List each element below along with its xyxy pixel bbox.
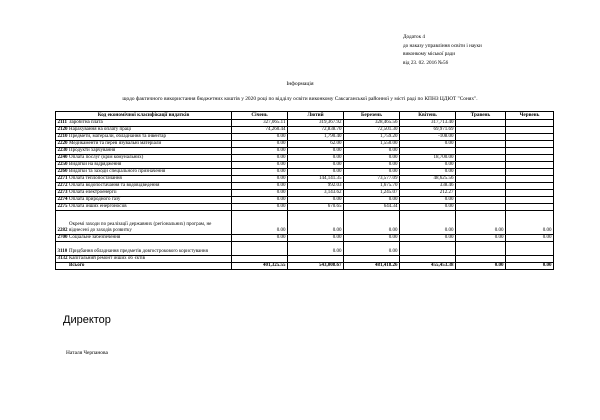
row-name: Оплата водопостачання та водовідведення bbox=[68, 183, 232, 190]
table-row bbox=[56, 242, 554, 256]
row-name: Окремі заходи по реалізації державних (регіональних) програм, не віднесені до заходів розвитку bbox=[68, 211, 232, 235]
row-value bbox=[288, 256, 344, 263]
row-code: 2272 bbox=[57, 183, 68, 189]
row-value bbox=[506, 134, 554, 141]
table-row bbox=[56, 211, 554, 235]
row-value bbox=[400, 242, 456, 256]
total-label: Всього bbox=[56, 263, 232, 270]
row-value: 62.00 bbox=[288, 141, 344, 148]
row-name: Оплата послуг (крім комунальних) bbox=[68, 155, 232, 162]
row-value bbox=[232, 256, 288, 263]
signer-name: Наталя Черпанова bbox=[66, 350, 108, 356]
row-value: 0.00 bbox=[232, 211, 288, 235]
row-name: Оплата теплопостачання bbox=[68, 176, 232, 183]
row-value: 0.00 bbox=[344, 242, 400, 256]
row-value: 0.00 bbox=[232, 155, 288, 162]
row-value bbox=[456, 190, 506, 197]
row-name: Оплата інших енергоносіїв bbox=[68, 204, 232, 211]
row-code: 2271 bbox=[57, 176, 68, 182]
row-name: Предмети, матеріали, обладнання та інвентар bbox=[68, 134, 232, 141]
row-value bbox=[232, 242, 288, 256]
row-value: 0.00 bbox=[232, 204, 288, 211]
row-value: 0.00 bbox=[506, 235, 554, 242]
row-code: 2120 bbox=[57, 127, 68, 133]
column-header: Квітень bbox=[400, 112, 456, 120]
row-value: 0.00 bbox=[288, 211, 344, 235]
row-value: 0.00 bbox=[456, 235, 506, 242]
addendum-line: виконкому міської ради bbox=[403, 51, 456, 58]
row-value: 0.00 bbox=[344, 211, 400, 235]
row-value: 0.00 bbox=[400, 211, 456, 235]
row-value: 74,260.44 bbox=[232, 127, 288, 134]
row-value bbox=[506, 127, 554, 134]
row-value bbox=[506, 197, 554, 204]
table-row bbox=[56, 169, 554, 176]
row-value: 0.00 bbox=[232, 169, 288, 176]
table-row bbox=[56, 235, 554, 242]
table-row bbox=[56, 162, 554, 169]
row-value: 328,465.56 bbox=[344, 120, 400, 127]
row-name: Придбання обладнання предметів довгострокового користування bbox=[68, 242, 232, 256]
row-value bbox=[456, 256, 506, 263]
row-code: 2210 bbox=[57, 134, 68, 140]
row-code: 2282 bbox=[56, 211, 68, 235]
row-name: Видатки та заходи спеціального призначення bbox=[68, 169, 232, 176]
row-value bbox=[506, 183, 554, 190]
row-value bbox=[506, 148, 554, 155]
row-value bbox=[456, 127, 506, 134]
column-header: Червень bbox=[506, 112, 554, 120]
row-value: 1,759.20 bbox=[344, 134, 400, 141]
row-name: Соціальне забезпечення bbox=[68, 235, 232, 242]
row-value bbox=[400, 256, 456, 263]
row-value: 73,577.09 bbox=[344, 176, 400, 183]
row-value bbox=[456, 176, 506, 183]
row-value: 0.00 bbox=[232, 162, 288, 169]
row-value bbox=[506, 162, 554, 169]
row-value: 0.00 bbox=[400, 169, 456, 176]
table-header-row bbox=[56, 112, 554, 120]
row-code: 2111 bbox=[56, 120, 68, 127]
row-value: 319,367.92 bbox=[288, 120, 344, 127]
table-row bbox=[56, 176, 554, 183]
row-value bbox=[456, 155, 506, 162]
row-code: 2220 bbox=[57, 141, 68, 147]
row-value: 670.65 bbox=[288, 204, 344, 211]
row-value: 0.00 bbox=[344, 155, 400, 162]
row-value: 0.00 bbox=[506, 211, 554, 235]
row-value bbox=[456, 183, 506, 190]
row-value: 0.00 bbox=[344, 162, 400, 169]
total-value: 0.00 bbox=[456, 263, 506, 270]
row-value: 0.00 bbox=[456, 211, 506, 235]
row-value: 992.03 bbox=[288, 183, 344, 190]
row-value: 0.00 bbox=[288, 162, 344, 169]
total-row bbox=[56, 263, 554, 270]
row-name: Медикаменти та перев`язувальні матеріали bbox=[68, 141, 232, 148]
row-code: 2260 bbox=[57, 169, 68, 175]
row-value: 3,143.62 bbox=[288, 190, 344, 197]
column-header: Березень bbox=[344, 112, 400, 120]
total-value: 481,418.26 bbox=[344, 263, 400, 270]
row-value: 327,065.11 bbox=[232, 120, 288, 127]
row-name: Оплата електроенергії bbox=[68, 190, 232, 197]
row-code: 2700 bbox=[57, 235, 68, 241]
row-name: Нарахування на оплату праці bbox=[68, 127, 232, 134]
row-code: 2275 bbox=[57, 204, 68, 210]
table-body bbox=[56, 120, 554, 270]
document-subtitle: щодо фактичного використання бюджетних коштів у 2020 році по відділу освіти виконкому Саксаганської районної у місті раді по КПНЗ ЦДЮТ "Сонях". bbox=[122, 96, 478, 102]
addendum-line: до наказу управління освіти і науки bbox=[403, 42, 482, 49]
row-name: Капітальний ремонт інших об`єктів bbox=[68, 256, 232, 263]
row-value bbox=[344, 256, 400, 263]
row-value bbox=[506, 169, 554, 176]
row-value bbox=[506, 120, 554, 127]
row-value: 0.00 bbox=[344, 148, 400, 155]
row-value: 1,245.07 bbox=[344, 190, 400, 197]
row-value: 0.00 bbox=[400, 141, 456, 148]
row-value bbox=[506, 256, 554, 263]
row-value bbox=[456, 141, 506, 148]
row-value bbox=[456, 134, 506, 141]
row-value: 0.00 bbox=[400, 162, 456, 169]
table-row bbox=[56, 155, 554, 162]
addendum-line: Додаток 4 bbox=[403, 34, 425, 40]
row-value bbox=[456, 242, 506, 256]
column-header: Травень bbox=[456, 112, 506, 120]
row-value: 212.27 bbox=[400, 190, 456, 197]
total-value: 0.00 bbox=[506, 263, 554, 270]
row-code: 3132 bbox=[57, 256, 68, 262]
row-value: 0.00 bbox=[288, 148, 344, 155]
row-value bbox=[456, 162, 506, 169]
column-header: Лютий bbox=[288, 112, 344, 120]
table-row bbox=[56, 148, 554, 155]
row-name: Заробітна плата bbox=[68, 120, 232, 127]
row-value: 0.00 bbox=[232, 197, 288, 204]
row-value: 0.00 bbox=[288, 169, 344, 176]
row-value bbox=[506, 141, 554, 148]
row-name: Продукти харчування bbox=[68, 148, 232, 155]
row-value: 1,550.00 bbox=[344, 141, 400, 148]
row-value: 0.00 bbox=[400, 235, 456, 242]
row-value: 0.00 bbox=[288, 242, 344, 256]
row-name: Оплата природного газу bbox=[68, 197, 232, 204]
row-value: 0.00 bbox=[232, 148, 288, 155]
addendum-block bbox=[403, 33, 482, 67]
row-value: 1,790.40 bbox=[288, 134, 344, 141]
row-value: 0.00 bbox=[232, 183, 288, 190]
column-header: Код економічної класифікації видатків bbox=[56, 112, 232, 120]
row-value: 72,501.30 bbox=[344, 127, 400, 134]
table-row bbox=[56, 134, 554, 141]
table-row bbox=[56, 127, 554, 134]
expenditure-table bbox=[55, 111, 554, 270]
row-value: 0.00 bbox=[232, 190, 288, 197]
row-code: 2274 bbox=[57, 197, 68, 203]
row-value: 69,971.69 bbox=[400, 127, 456, 134]
row-value: 644.34 bbox=[344, 204, 400, 211]
row-value: 0.00 bbox=[344, 169, 400, 176]
table-row bbox=[56, 204, 554, 211]
row-value bbox=[506, 190, 554, 197]
row-name: Видатки на відрядження bbox=[68, 162, 232, 169]
row-value: 72,838.70 bbox=[288, 127, 344, 134]
row-value bbox=[400, 148, 456, 155]
row-value bbox=[456, 197, 506, 204]
row-value: 317,713.40 bbox=[400, 120, 456, 127]
row-value: 144,141.35 bbox=[288, 176, 344, 183]
row-value: 0.00 bbox=[288, 197, 344, 204]
row-value: 1,675.70 bbox=[344, 183, 400, 190]
table-row bbox=[56, 197, 554, 204]
table-row bbox=[56, 190, 554, 197]
row-value: -108.00 bbox=[400, 134, 456, 141]
row-value bbox=[506, 176, 554, 183]
table-row bbox=[56, 183, 554, 190]
row-value: 18,700.00 bbox=[400, 155, 456, 162]
total-value: 543,008.67 bbox=[288, 263, 344, 270]
column-header: Січень bbox=[232, 112, 288, 120]
row-code: 2273 bbox=[57, 190, 68, 196]
director-label: Директор bbox=[63, 314, 111, 326]
row-value bbox=[456, 148, 506, 155]
row-value: 0.00 bbox=[344, 235, 400, 242]
row-value bbox=[456, 204, 506, 211]
addendum-line: від 23. 02. 2016 №56 bbox=[403, 59, 449, 66]
row-value: 0.00 bbox=[288, 235, 344, 242]
row-value: 0.00 bbox=[232, 176, 288, 183]
row-code: 2250 bbox=[57, 162, 68, 168]
row-value: 0.00 bbox=[232, 141, 288, 148]
table-row bbox=[56, 141, 554, 148]
table-row bbox=[56, 120, 554, 127]
row-value: 0.00 bbox=[232, 134, 288, 141]
row-value: 0.00 bbox=[344, 197, 400, 204]
document-title: Інформація bbox=[286, 81, 314, 87]
row-code: 2230 bbox=[57, 148, 68, 154]
row-code: 2240 bbox=[57, 155, 68, 161]
table-row bbox=[56, 256, 554, 263]
row-value: 338.46 bbox=[400, 183, 456, 190]
row-value bbox=[456, 120, 506, 127]
total-value: 455,453.38 bbox=[400, 263, 456, 270]
row-value: 0.00 bbox=[288, 155, 344, 162]
row-value: 0.00 bbox=[232, 235, 288, 242]
row-code: 3110 bbox=[56, 242, 68, 256]
row-value: 0.00 bbox=[400, 204, 456, 211]
row-value bbox=[506, 155, 554, 162]
row-value: 48,625.56 bbox=[400, 176, 456, 183]
total-value: 401,325.55 bbox=[232, 263, 288, 270]
row-value bbox=[456, 169, 506, 176]
row-value bbox=[506, 242, 554, 256]
row-value: 0.00 bbox=[400, 197, 456, 204]
row-value bbox=[506, 204, 554, 211]
